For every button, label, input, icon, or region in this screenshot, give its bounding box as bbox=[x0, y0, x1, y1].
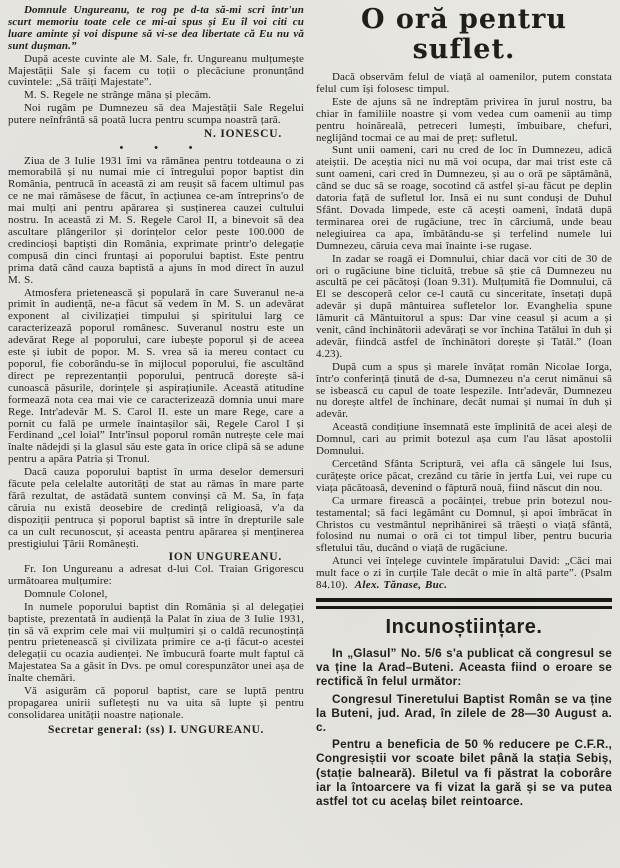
paragraph: După aceste cuvinte ale M. Sale, fr. Ungureanu mulțumește Majestății Sale și facem cu toții o plecăciune pronunțând cuvintele: „Să trăiți Majestate”. bbox=[8, 52, 304, 89]
left-column bbox=[8, 5, 304, 864]
paragraph: Atmosfera prietenească și populară în care Suveranul ne-a primit în audiență, ne-a făcut să vedem în M. S. un adevărat exponent al civilizației timpului și spiritului larg ce caracterizează poporul românesc. Suveranul nostru este un adevărat Rege al poporului, care iubește poporul și de aceea este și iubit de popor. M. S. vrea să ia mereu contact cu poporul, fie coborându-se în mijlocul poporului, fie ascultând direct pe reprezentanții poporului, pentrucă dorește să-i cunoască păsurile, dorințele și aspirațiunile. Această atitudine formează nota cea mai vie ce caracterizează domnia unui mare Rege. Intr'adevăr M. S. Carol II. este un mare Rege, care a pornit cu fală pe urmele înaintașilor săi, Regele Carol I și Ferdinand „cel loial” Intr'însul poporul român nutrește cele mai înalte nădejdi și la glasul său este gata în orice clipă să se adune pentru a apăra Patria și Tronul. bbox=[8, 286, 304, 466]
article-paragraph: Ca urmare firească a pocăinței, trebue prin botezul nou-testamental; să faci legământ cu Domnul, și apoi îmbrăcat în Christos cu vestmântul neprihănirei să trăești o viață sfântă, folosind nu numai o oră ci tot timpul liber, pentru bucuria sfletului tău, ducând o viață de rugăciune. bbox=[316, 494, 612, 555]
article-title: O oră pentru suflet. bbox=[360, 4, 568, 65]
article-paragraph: Este de ajuns să ne îndreptăm privirea în jurul nostru, ba chiar în familiile noastre și vom vedea cum oamenii au timp pentru hoinăreală, petreceri lumești, îmbuibare, chefuri, neglijând tocmai ce au mai de preț: sufletul. bbox=[316, 95, 612, 144]
article-paragraph: Această condițiune însemnată este împlinită de acei aleși de Domnul, cari au primit botezul așa cum l'au lăsat apostolii Domnului. bbox=[316, 421, 612, 458]
paragraph: Noi rugăm pe Dumnezeu să dea Majestății Sale Regelui putere neînfrântă să poată lucra pentru scumpa noastră țară. bbox=[8, 102, 304, 127]
letter-intro-paragraph: Fr. Ion Ungureanu a adresat d-lui Col. Traian Grigorescu următoarea mulțumire: bbox=[8, 562, 304, 587]
notice-section bbox=[316, 616, 612, 808]
notice-paragraph: Pentru a beneficia de 50 % reducere pe C.F.R., Congresiștii vor scoate bilet până la stația Sebiș, (stație balneară). Biletul va fi păstrat la coborâre iar la întoarcere va fi vizat la gară și se va putea astfel tot cu acelaș bilet reintoarce. bbox=[316, 737, 612, 808]
notice-title: Incunoștiințare. bbox=[385, 615, 543, 638]
letter-salutation: Domnule Colonel, bbox=[24, 587, 108, 600]
article-paragraph: Sunt unii oameni, cari nu cred de loc în Dumnezeu, adică ateiștii. De aceștia nici nu mă voi ocupa, dar mai trist este că sunt oameni, cari cred în Dumnezeu, și au o oră pe săptămână, când se duc să se roage, socotind că astfel și-au făcut pe deplin datoria față de sufletul lor. Insă ei nu sunt conduși de Duhul Sfânt. Dovada limpede, este că acești oameni, îndată după terminarea orei de rugăciune, trec în cârciumă, unde beau nelegiuirea ca apa, îmbătându-se și terfelind numele lui Dumnezeu, căruia ceva mai înainte i-se rugase. bbox=[316, 144, 612, 252]
notice-paragraph: In „Glasul” No. 5/6 s'a publicat că congresul se va ține la Arad–Buteni. Aceasta fiind o eroare se rectifică în felul următor: bbox=[316, 645, 612, 689]
article-paragraph: In zadar se roagă ei Domnului, chiar dacă vor citi de 30 de ori o rugăciune bine ticluită, trebue să știe că Dumnezeu nu ascultă pe cei păcătoși (Ioan 9.31). Mulțumită fie Domnului, că El se descoperă celor ce-l caută cu sinceritate, însetați după adevăr și după mântuirea sufletelor lor. Evanghelia spune lămurit că Mântuitorul a spus: Dar vine ceasul și acum a și venit, când închinătorii adevărați se vor închina Tatălui în duh și adevăr, fiindcă astfel de închinători dorește și Tatăl.” (Ioan 4.23). bbox=[316, 252, 612, 360]
closing-text: Atunci vei înțelege cuvintele împăratului David: „Căci mai mult face o zi în curțile Tale decât o mie în altă parte”. (Psalm 84.10). bbox=[316, 555, 612, 592]
author-signature: Alex. Tănase, Buc. bbox=[354, 579, 448, 592]
signature-secretary-general: Secretar general: (ss) I. UNGUREANU. bbox=[48, 723, 264, 736]
article-paragraph: Cercetând Sfânta Scriptură, vei afla că sângele lui Isus, curățește orice păcat, crezând cu tărie în jertfa Lui, vei rupe cu viața păcătoasă, devenind o făptură nouă, fiind născut din nou. bbox=[316, 458, 612, 494]
paragraph: Ziua de 3 Iulie 1931 îmi va rămânea pentru totdeauna o zi memorabilă și nu numai mie ci întregului popor baptist din România, pentrucă în această zi am reușit să facem ultimul pas ce ne mai rămăsese de făcut, în acțiunea ce-am întreprins'o de mai mulți ani pentru apărarea și susținerea cauzei cultului nostru. In această zi M. S. Regele Carol II, a binevoit să dea ascultare plângerilor și dorințelor celor peste 100.000 de credincioși baptiști din România, exprimate printr'o delegație compusă din cinci fruntași ai poporului baptist. Este pentru prima dată când cauza baptistă a ajuns în mod direct în auzul M. S. bbox=[8, 154, 304, 286]
signature-ion-ungureanu: ION UNGUREANU. bbox=[168, 551, 282, 564]
letter-paragraph: In numele poporului baptist din România și al delegației baptiste, prezentată în audiență la Palat în ziua de 3 Iulie 1931, țin să vă exprim cele mai vii mulțumiri și o caldă recunoștință pentru prietenească și civilizata primire ce a-ți făcut-o acestei delegații cu ocazia audienței. Ne îmbucură foarte mult faptul că Majestatea Sa a găsit în Dvs. pe omul corespunzător unei așa de înalte chemări. bbox=[8, 600, 304, 685]
letter-paragraph: Vă asigurăm că poporul baptist, care se luptă pentru propagarea unirii sufletești nu va uita să lupte și pentru consolidarea unității noastre naționale. bbox=[8, 685, 304, 721]
royal-quote-paragraph: Domnule Ungureanu, te rog pe d-ta să-mi scri într'un scurt memoriu toate cele ce mi-ai spus și Eu îl voi citi cu luare aminte și voi dispune să vi-se dea libertate că Eu nu vă sunt dușman.” bbox=[8, 4, 304, 52]
article-paragraph: Dacă observăm felul de viață al oamenilor, putem constata felul cum își folosesc timpul. bbox=[316, 71, 612, 95]
right-column bbox=[316, 5, 612, 864]
dots-separator: • • • bbox=[119, 141, 207, 154]
section-divider bbox=[316, 598, 612, 609]
article-closing-paragraph bbox=[316, 556, 612, 592]
notice-paragraph: Congresul Tineretului Baptist Român se va ține la Buteni, jud. Arad, în zilele de 28—30 August a. c. bbox=[316, 691, 612, 734]
signature-n-ionescu: N. IONESCU. bbox=[203, 128, 282, 141]
paragraph: M. S. Regele ne strânge mâna și plecăm. bbox=[24, 89, 212, 102]
article-paragraph: După cum a spus și marele învățat român Nicolae Iorga, într'o conferință ținută de d-sa, Dumnezeu n'a cerut nimănui să se isbească cu capul de toate lespezile. Intr'adevăr, Dumnezeu nu dorește altfel de închinare, decât numai și numai în duh și adevăr. bbox=[316, 360, 612, 421]
paragraph: Dacă cauza poporului baptist în urma deselor demersuri făcute pela celelalte autorități de stat au rămas în mare parte fără rezultat, de astădată suntem convinși că M. Sa, în fața căruia nu există deosebire de credință religioasă, v'a da dispoziții pentruca și poporul baptist să intre în drepturile sale ca un cult recunoscut, și aceasta pentru apărarea și menținerea prestigiului Țării Românești. bbox=[8, 466, 304, 550]
